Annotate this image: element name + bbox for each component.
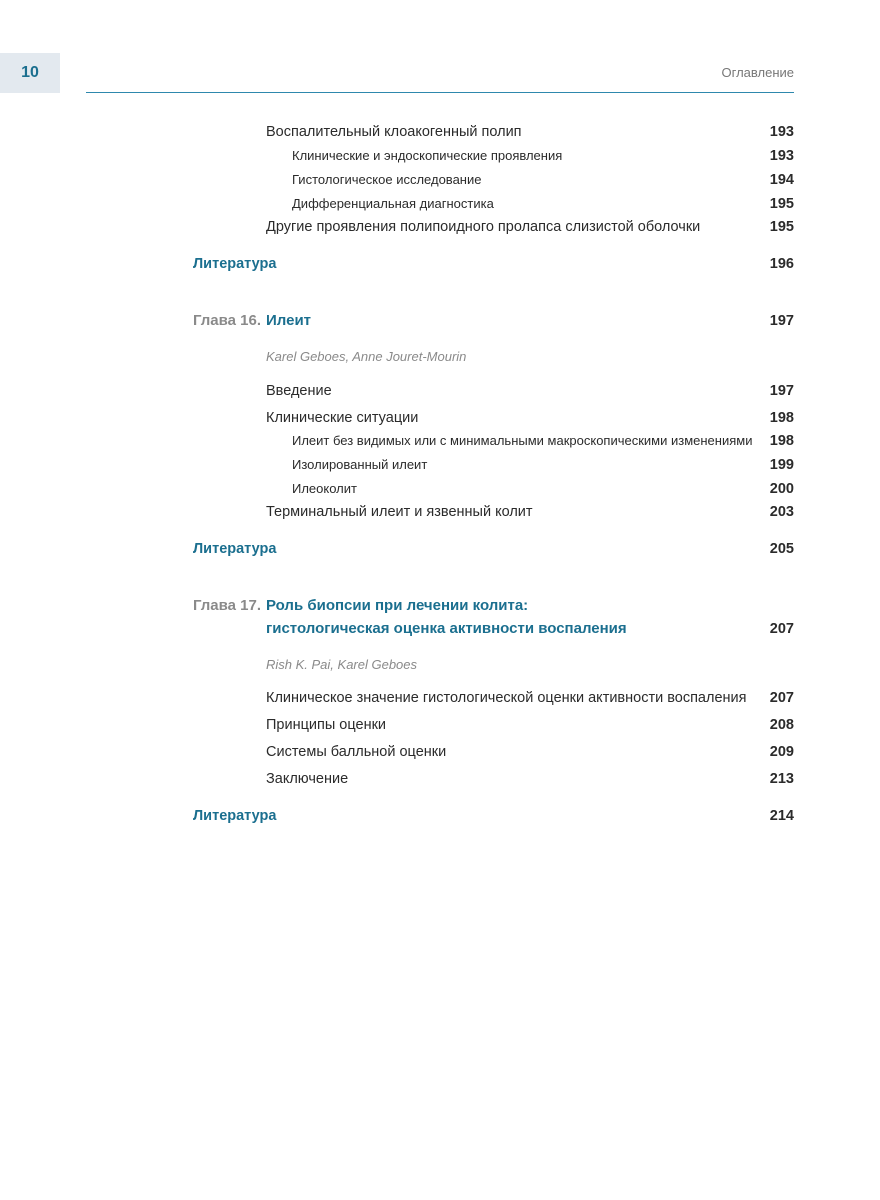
toc-entry-label: Другие проявления полипоидного пролапса слизистой оболочки xyxy=(266,219,701,235)
toc-subentry-label: Изолированный илеит xyxy=(292,457,428,472)
toc-entry-label: Введение xyxy=(266,383,332,399)
chapter-17-prefix: Глава 17. xyxy=(193,597,262,614)
literature-link[interactable]: Литература xyxy=(193,256,277,272)
toc-entry-label: Принципы оценки xyxy=(266,717,387,733)
toc-entry-page: 194 xyxy=(769,172,794,188)
chapter-17-page: 207 xyxy=(769,621,794,637)
toc-entry-page: 195 xyxy=(769,196,794,212)
chapter-17-title-line2[interactable]: гистологическая оценка активности воспаления xyxy=(266,620,627,637)
running-title: Оглавление xyxy=(721,65,794,80)
toc-subentry-label: Илеит без видимых или с минимальными макроскопическими изменениями xyxy=(292,433,753,448)
toc-entry-page: 193 xyxy=(769,148,794,164)
toc-entry-page: 197 xyxy=(769,383,794,399)
toc-entry-page: 214 xyxy=(769,808,794,824)
header-rule xyxy=(86,92,794,93)
toc-entry-label: Клинические ситуации xyxy=(266,410,419,426)
chapter-16-prefix: Глава 16. xyxy=(193,312,262,329)
toc-entry-page: 208 xyxy=(769,717,794,733)
toc-subentry-label: Гистологическое исследование xyxy=(292,172,482,187)
toc-subentry-label: Клинические и эндоскопические проявления xyxy=(292,148,563,163)
toc-entry-page: 196 xyxy=(769,256,794,272)
chapter-16-page: 197 xyxy=(769,313,794,329)
literature-link[interactable]: Литература xyxy=(193,541,277,557)
toc-subentry-label: Илеоколит xyxy=(292,481,357,496)
chapter-16-title[interactable]: Илеит xyxy=(266,312,312,329)
toc-entry-label: Заключение xyxy=(266,771,349,787)
toc-entry-page: 199 xyxy=(769,457,794,473)
toc-entry-page: 195 xyxy=(769,219,794,235)
toc-entry-label: Клиническое значение гистологической оценки активности воспаления xyxy=(266,690,747,706)
toc-entry-page: 193 xyxy=(769,124,794,140)
chapter-17-title-line1[interactable]: Роль биопсии при лечении колита: xyxy=(266,597,529,614)
toc-entry-page: 198 xyxy=(769,410,794,426)
toc-entry-page: 198 xyxy=(769,433,794,449)
chapter-16-authors: Karel Geboes, Anne Jouret-Mourin xyxy=(266,349,467,364)
page-number: 10 xyxy=(0,53,60,93)
toc-entry-page: 200 xyxy=(769,481,794,497)
toc-entry-label: Терминальный илеит и язвенный колит xyxy=(266,504,533,520)
toc-subentry-label: Дифференциальная диагностика xyxy=(292,196,494,211)
toc-entry-page: 209 xyxy=(769,744,794,760)
toc-entry-page: 203 xyxy=(769,504,794,520)
toc-entry-page: 205 xyxy=(769,541,794,557)
literature-link[interactable]: Литература xyxy=(193,808,277,824)
toc-entry-page: 213 xyxy=(769,771,794,787)
chapter-17-authors: Rish K. Pai, Karel Geboes xyxy=(266,657,418,672)
toc-entry-page: 207 xyxy=(769,690,794,706)
toc-entry-label: Системы балльной оценки xyxy=(266,744,447,760)
toc-entry-label: Воспалительный клоакогенный полип xyxy=(266,124,522,140)
